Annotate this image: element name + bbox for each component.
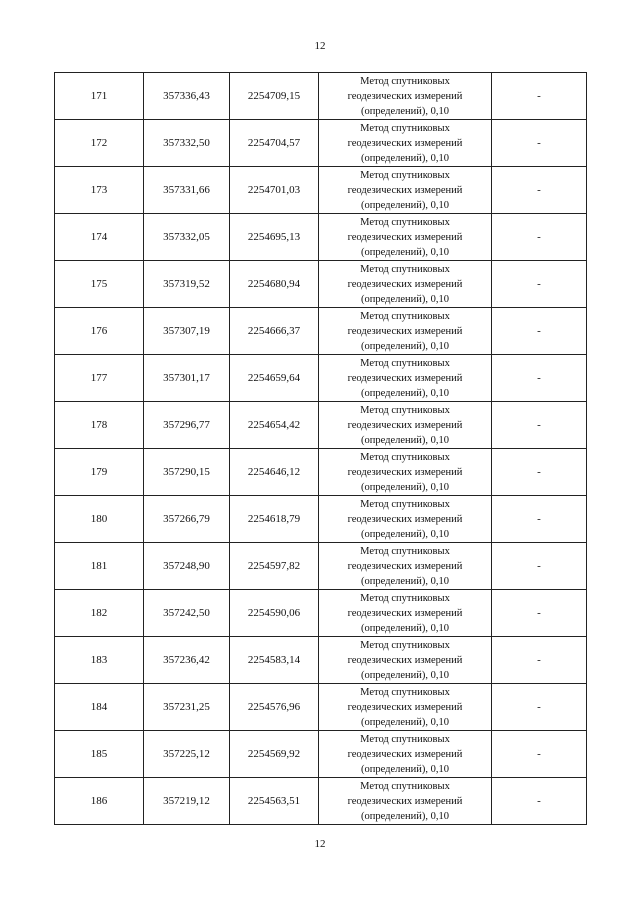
method-line: (определений), 0,10 (360, 622, 450, 634)
x-coordinate-cell: 357301,17 (144, 355, 230, 402)
note-cell: - (492, 214, 587, 261)
y-coordinate-cell: 2254680,94 (230, 261, 319, 308)
x-coordinate-cell: 357231,25 (144, 684, 230, 731)
note-cell: - (492, 355, 587, 402)
table-row (55, 496, 587, 543)
note-cell: - (492, 308, 587, 355)
method-line: (определений), 0,10 (360, 199, 450, 211)
method-cell (319, 402, 492, 449)
method-line: Метод спутниковых (360, 780, 450, 792)
method-line: геодезических измерений (347, 654, 463, 666)
point-number-cell: 172 (55, 120, 144, 167)
note-cell: - (492, 402, 587, 449)
method-cell (319, 590, 492, 637)
table-row (55, 214, 587, 261)
method-line: геодезических измерений (347, 184, 463, 196)
table-row (55, 261, 587, 308)
method-line: (определений), 0,10 (360, 293, 450, 305)
table-row (55, 355, 587, 402)
method-line: (определений), 0,10 (360, 481, 450, 493)
table-row (55, 731, 587, 778)
method-line: Метод спутниковых (360, 263, 450, 275)
method-line: (определений), 0,10 (360, 575, 450, 587)
method-line: Метод спутниковых (360, 357, 450, 369)
method-cell (319, 214, 492, 261)
x-coordinate-cell: 357319,52 (144, 261, 230, 308)
method-line: Метод спутниковых (360, 545, 450, 557)
method-line: геодезических измерений (347, 701, 463, 713)
method-cell (319, 308, 492, 355)
point-number-cell: 171 (55, 73, 144, 120)
y-coordinate-cell: 2254695,13 (230, 214, 319, 261)
note-cell: - (492, 731, 587, 778)
method-line: (определений), 0,10 (360, 434, 450, 446)
x-coordinate-cell: 357331,66 (144, 167, 230, 214)
y-coordinate-cell: 2254563,51 (230, 778, 319, 825)
method-line: геодезических измерений (347, 748, 463, 760)
note-cell: - (492, 684, 587, 731)
x-coordinate-cell: 357307,19 (144, 308, 230, 355)
coordinates-table (54, 72, 587, 825)
method-cell (319, 120, 492, 167)
method-line: (определений), 0,10 (360, 387, 450, 399)
note-cell: - (492, 261, 587, 308)
table-row (55, 778, 587, 825)
method-line: Метод спутниковых (360, 451, 450, 463)
point-number-cell: 184 (55, 684, 144, 731)
y-coordinate-cell: 2254618,79 (230, 496, 319, 543)
method-cell (319, 449, 492, 496)
table-row (55, 590, 587, 637)
note-cell: - (492, 590, 587, 637)
method-cell (319, 496, 492, 543)
point-number-cell: 174 (55, 214, 144, 261)
method-line: (определений), 0,10 (360, 105, 450, 117)
method-cell (319, 261, 492, 308)
method-cell (319, 543, 492, 590)
point-number-cell: 176 (55, 308, 144, 355)
x-coordinate-cell: 357332,05 (144, 214, 230, 261)
table-row (55, 120, 587, 167)
x-coordinate-cell: 357248,90 (144, 543, 230, 590)
y-coordinate-cell: 2254709,15 (230, 73, 319, 120)
method-line: Метод спутниковых (360, 404, 450, 416)
x-coordinate-cell: 357290,15 (144, 449, 230, 496)
point-number-cell: 175 (55, 261, 144, 308)
note-cell: - (492, 449, 587, 496)
method-cell (319, 778, 492, 825)
x-coordinate-cell: 357236,42 (144, 637, 230, 684)
point-number-cell: 173 (55, 167, 144, 214)
table-row (55, 637, 587, 684)
method-line: Метод спутниковых (360, 122, 450, 134)
x-coordinate-cell: 357219,12 (144, 778, 230, 825)
method-line: геодезических измерений (347, 560, 463, 572)
method-line: Метод спутниковых (360, 639, 450, 651)
method-cell (319, 731, 492, 778)
x-coordinate-cell: 357336,43 (144, 73, 230, 120)
note-cell: - (492, 637, 587, 684)
method-line: геодезических измерений (347, 466, 463, 478)
method-line: (определений), 0,10 (360, 669, 450, 681)
method-line: геодезических измерений (347, 278, 463, 290)
y-coordinate-cell: 2254654,42 (230, 402, 319, 449)
note-cell: - (492, 543, 587, 590)
method-line: (определений), 0,10 (360, 246, 450, 258)
x-coordinate-cell: 357296,77 (144, 402, 230, 449)
point-number-cell: 186 (55, 778, 144, 825)
method-line: (определений), 0,10 (360, 763, 450, 775)
y-coordinate-cell: 2254704,57 (230, 120, 319, 167)
method-cell (319, 637, 492, 684)
method-cell (319, 684, 492, 731)
method-line: Метод спутниковых (360, 498, 450, 510)
table-row (55, 167, 587, 214)
method-line: геодезических измерений (347, 419, 463, 431)
method-line: геодезических измерений (347, 137, 463, 149)
table-row (55, 308, 587, 355)
method-cell (319, 167, 492, 214)
method-line: Метод спутниковых (360, 169, 450, 181)
y-coordinate-cell: 2254701,03 (230, 167, 319, 214)
method-line: геодезических измерений (347, 607, 463, 619)
method-line: Метод спутниковых (360, 75, 450, 87)
table-row (55, 684, 587, 731)
method-line: геодезических измерений (347, 795, 463, 807)
method-line: (определений), 0,10 (360, 716, 450, 728)
method-line: (определений), 0,10 (360, 152, 450, 164)
x-coordinate-cell: 357242,50 (144, 590, 230, 637)
method-line: геодезических измерений (347, 90, 463, 102)
y-coordinate-cell: 2254590,06 (230, 590, 319, 637)
point-number-cell: 181 (55, 543, 144, 590)
method-line: геодезических измерений (347, 231, 463, 243)
method-cell (319, 355, 492, 402)
x-coordinate-cell: 357332,50 (144, 120, 230, 167)
note-cell: - (492, 778, 587, 825)
page-number-bottom: 12 (314, 838, 326, 850)
note-cell: - (492, 496, 587, 543)
y-coordinate-cell: 2254659,64 (230, 355, 319, 402)
point-number-cell: 179 (55, 449, 144, 496)
point-number-cell: 180 (55, 496, 144, 543)
method-line: (определений), 0,10 (360, 810, 450, 822)
point-number-cell: 178 (55, 402, 144, 449)
y-coordinate-cell: 2254597,82 (230, 543, 319, 590)
point-number-cell: 177 (55, 355, 144, 402)
y-coordinate-cell: 2254646,12 (230, 449, 319, 496)
method-line: (определений), 0,10 (360, 528, 450, 540)
table-row (55, 543, 587, 590)
note-cell: - (492, 73, 587, 120)
method-line: геодезических измерений (347, 372, 463, 384)
point-number-cell: 182 (55, 590, 144, 637)
page-number-top: 12 (314, 40, 326, 52)
point-number-cell: 183 (55, 637, 144, 684)
method-line: геодезических измерений (347, 513, 463, 525)
y-coordinate-cell: 2254569,92 (230, 731, 319, 778)
method-line: Метод спутниковых (360, 733, 450, 745)
table-row (55, 402, 587, 449)
point-number-cell: 185 (55, 731, 144, 778)
method-line: (определений), 0,10 (360, 340, 450, 352)
note-cell: - (492, 167, 587, 214)
method-line: Метод спутниковых (360, 686, 450, 698)
coordinates-table-body (55, 73, 587, 825)
method-line: Метод спутниковых (360, 592, 450, 604)
method-line: Метод спутниковых (360, 216, 450, 228)
method-line: Метод спутниковых (360, 310, 450, 322)
x-coordinate-cell: 357266,79 (144, 496, 230, 543)
note-cell: - (492, 120, 587, 167)
y-coordinate-cell: 2254583,14 (230, 637, 319, 684)
table-row (55, 73, 587, 120)
y-coordinate-cell: 2254666,37 (230, 308, 319, 355)
method-line: геодезических измерений (347, 325, 463, 337)
method-cell (319, 73, 492, 120)
table-row (55, 449, 587, 496)
x-coordinate-cell: 357225,12 (144, 731, 230, 778)
y-coordinate-cell: 2254576,96 (230, 684, 319, 731)
